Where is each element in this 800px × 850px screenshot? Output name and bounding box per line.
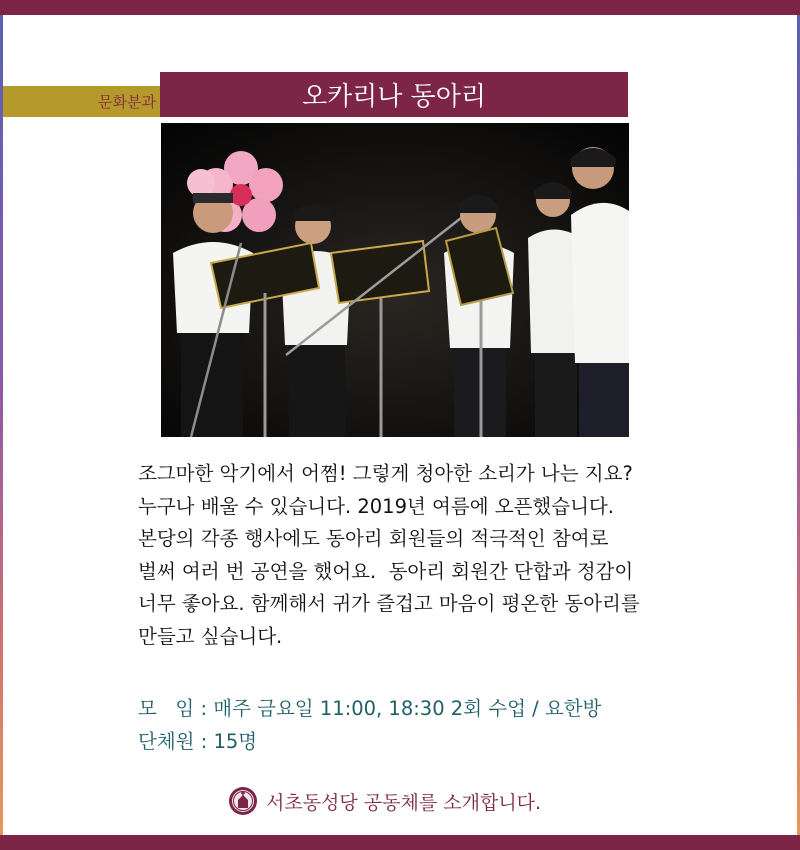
left-edge (0, 15, 3, 835)
category-tab (3, 86, 160, 117)
page-title-bar (160, 72, 628, 117)
group-photo (161, 123, 629, 437)
description-line: 벌써 여러 번 공연을 했어요. 동아리 회원간 단합과 정감이 (138, 559, 634, 583)
ocarina-performance-illustration (161, 123, 629, 437)
description-line: 너무 좋아요. 함께해서 귀가 즐겁고 마음이 평온한 동아리를 (138, 592, 640, 615)
top-border (0, 0, 800, 15)
category-label: 문화분과 (98, 93, 156, 111)
footer-text: 서초동성당 공동체를 소개합니다. (266, 791, 542, 814)
bottom-border (0, 835, 800, 850)
page-title: 오카리나 동아리 (301, 82, 487, 112)
description (138, 458, 718, 653)
description-line: 본당의 각종 행사에도 동아리 회원들의 적극적인 참여로 (138, 527, 609, 550)
description-line: 누구나 배울 수 있습니다. 2019년 여름에 오픈했습니다. (138, 494, 614, 518)
club-info (138, 692, 601, 758)
description-line: 만들고 싶습니다. (138, 624, 283, 648)
description-line: 조그마한 악기에서 어쩜! 그렇게 청아한 소리가 나는 지요? (138, 462, 633, 485)
footer (228, 786, 541, 816)
church-seal-icon (228, 786, 258, 816)
member-count: 단체원 : 15명 (138, 730, 258, 753)
meeting-info: 모 임 : 매주 금요일 11:00, 18:30 2회 수업 / 요한방 (138, 697, 602, 720)
